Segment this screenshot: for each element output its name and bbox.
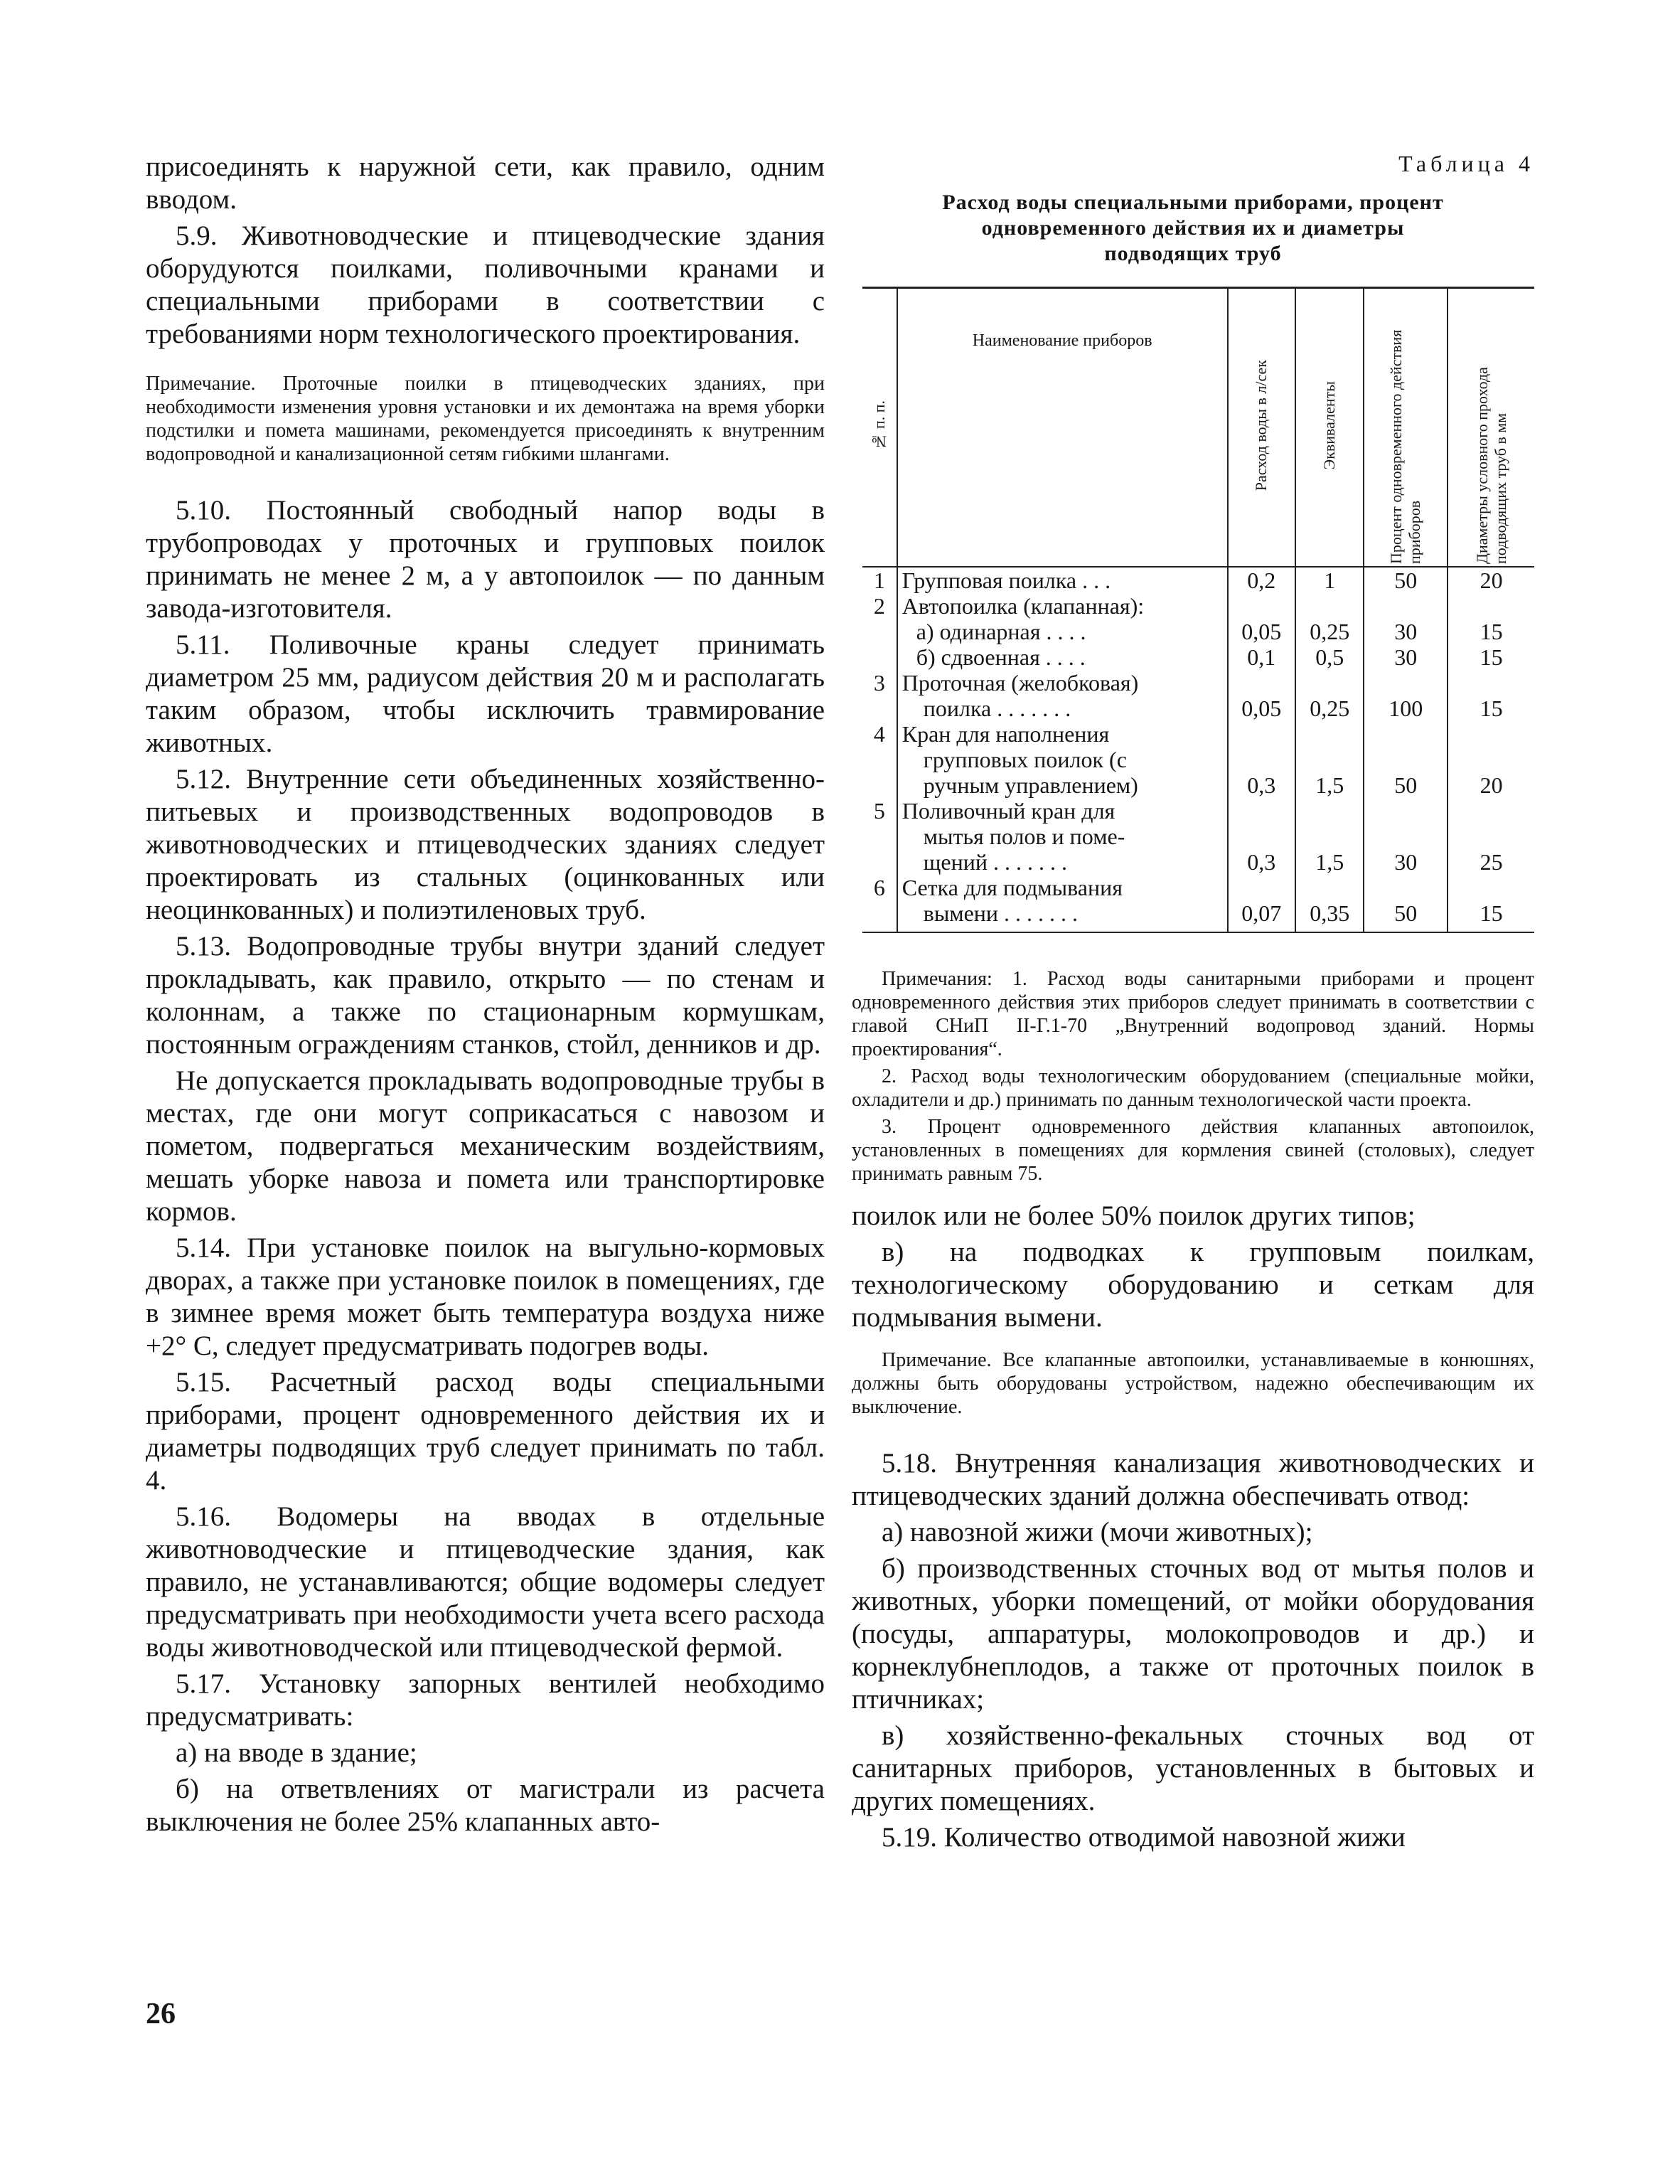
left-column <box>146 151 825 1842</box>
paragraph-5-15: 5.15. Расчетный расход воды специальными приборами, процент одновременного действия их и диаметры подводящих труб следует принимать по табл. 4. <box>146 1367 825 1496</box>
header-cell: Диаметры условного прохода подводящих труб в мм <box>1448 288 1534 568</box>
row-flow: 0,2 <box>1228 567 1295 593</box>
paragraph: поилок или не более 50% поилок других типов; <box>852 1200 1416 1231</box>
table-row <box>862 567 1534 593</box>
paragraph: а) на вводе в здание; <box>176 1737 417 1768</box>
paragraph: а) навозной жижи (мочи животных); <box>882 1517 1313 1548</box>
paragraph-5-18: 5.18. Внутренняя канализация животноводческих и птицеводческих зданий должна обеспечивать отвод: <box>852 1448 1534 1511</box>
table-note: 3. Процент одновременного действия клапанных автопоилок, установленных в помещениях для кормления свиней (столовых), следует принимать равным 75. <box>852 1116 1534 1185</box>
header-cell: Наименование приборов <box>897 288 1228 568</box>
data-table <box>862 287 1534 933</box>
row-name <box>897 721 1228 798</box>
row-percent <box>1364 593 1448 619</box>
paragraph-5-10: 5.10. Постоянный свободный напор воды в трубопроводах у проточных и групповых поилок принимать не менее 2 м, а у автопоилок — по данным завода-изготовителя. <box>146 495 825 624</box>
row-percent: 50 <box>1364 567 1448 593</box>
paragraph: б) производственных сточных вод от мытья полов и животных, уборки помещений, от мойки оборудования (посуды, аппаратуры, молокопроводов и др.) и корнеклубнеплодов, а также от проточных поилок в птичниках; <box>852 1553 1534 1715</box>
row-percent: 50 <box>1364 875 1448 932</box>
row-equivalent: 0,5 <box>1295 644 1364 670</box>
row-name-line: мытья полов и поме- <box>923 824 1125 849</box>
table-title-line: одновременного действия их и диаметры <box>981 216 1405 240</box>
table-notes: Примечания: 1. Расход воды санитарными приборами и процент одновременного действия этих приборов следует принимать в соответствии с главой СНиП II-Г.1-70 „Внутренний водопровод зданий. Нормы проектирования“. <box>852 968 1534 1060</box>
row-name-line: щений . . . . . . . <box>923 849 1067 875</box>
table-row <box>862 721 1534 798</box>
paragraph: в) хозяйственно-фекальных сточных вод от санитарных приборов, установленных в бытовых и других помещениях. <box>852 1720 1534 1816</box>
paragraph-5-11: 5.11. Поливочные краны следует принимать диаметром 25 мм, радиусом действия 20 м и располагать таким образом, чтобы исключить травмирование животных. <box>146 629 825 758</box>
header-cell: № п. п. <box>862 288 897 568</box>
table-title-line: Расход воды специальными приборами, процент <box>942 191 1444 214</box>
row-percent: 30 <box>1364 798 1448 875</box>
row-flow <box>1228 593 1295 619</box>
table-header-row <box>862 288 1534 568</box>
row-name <box>897 593 1228 619</box>
row-flow: 0,07 <box>1228 875 1295 932</box>
header-cell: Расход воды в л/сек <box>1228 288 1295 568</box>
header-cell: Эквиваленты <box>1295 288 1364 568</box>
row-name-line: а) одинарная . . . . <box>916 619 1086 644</box>
row-diameter: 20 <box>1448 567 1534 593</box>
row-diameter: 20 <box>1448 721 1534 798</box>
row-number: 5 <box>873 798 885 824</box>
table-row <box>862 619 1534 644</box>
row-equivalent: 0,35 <box>1295 875 1364 932</box>
row-diameter: 15 <box>1448 875 1534 932</box>
row-flow: 0,05 <box>1228 670 1295 721</box>
note: Примечание. Все клапанные автопоилки, устанавливаемые в конюшнях, должны быть оборудованы устройством, надежно обеспечивающим их выключение. <box>852 1349 1534 1418</box>
table-number: Таблица 4 <box>1398 151 1534 176</box>
row-name <box>897 670 1228 721</box>
row-flow: 0,3 <box>1228 798 1295 875</box>
row-equivalent: 1,5 <box>1295 721 1364 798</box>
paragraph-5-17: 5.17. Установку запорных вентилей необходимо предусматривать: <box>146 1668 825 1732</box>
table-title-line: подводящих труб <box>1104 242 1282 265</box>
table-title <box>852 190 1534 267</box>
row-name-line: вымени . . . . . . . <box>923 900 1079 926</box>
row-diameter: 15 <box>1448 619 1534 644</box>
row-diameter <box>1448 593 1534 619</box>
row-percent: 50 <box>1364 721 1448 798</box>
paragraph-5-16: 5.16. Водомеры на вводах в отдельные животноводческие и птицеводческие здания, как правило, не устанавливаются; общие водомеры следует предусматривать при необходимости учета всего расхода воды животноводческой или птицеводческой фермой. <box>146 1501 825 1663</box>
paragraph: в) на подводках к групповым поилкам, технологическому оборудованию и сеткам для подмывания вымени. <box>852 1237 1534 1333</box>
row-equivalent: 0,25 <box>1295 619 1364 644</box>
row-name-line: Кран для наполнения <box>901 721 1110 747</box>
note: Примечание. Проточные поилки в птицеводческих зданиях, при необходимости изменения уровня установки и их демонтажа на время уборки подстилки и помета машинами, рекомендуется присоединять к внутренним водопроводной и канализационной сетям гибкими шлангами. <box>146 373 825 465</box>
paragraph: б) на ответвлениях от магистрали из расчета выключения не более 25% клапанных авто- <box>146 1774 825 1837</box>
right-column <box>852 151 1534 1858</box>
row-percent: 30 <box>1364 644 1448 670</box>
row-name <box>897 875 1228 932</box>
paragraph-5-13: 5.13. Водопроводные трубы внутри зданий следует прокладывать, как правило, открыто — по стенам и колоннам, а также по стационарным кормушкам, постоянным ограждениям станков, стойл, денников и др. <box>146 931 825 1060</box>
row-flow: 0,1 <box>1228 644 1295 670</box>
row-flow: 0,3 <box>1228 721 1295 798</box>
row-number: 6 <box>862 875 897 932</box>
row-number: 4 <box>873 721 885 747</box>
row-equivalent <box>1295 593 1364 619</box>
row-name <box>897 798 1228 875</box>
page-number: 26 <box>146 1998 176 2030</box>
row-number <box>862 644 897 670</box>
row-percent: 100 <box>1364 670 1448 721</box>
row-name-line: Поливочный кран для <box>901 798 1115 824</box>
row-percent: 30 <box>1364 619 1448 644</box>
row-flow: 0,05 <box>1228 619 1295 644</box>
row-number <box>862 619 897 644</box>
row-equivalent: 0,25 <box>1295 670 1364 721</box>
table-row <box>862 593 1534 619</box>
row-name-line: Групповая поилка . . . <box>901 568 1111 593</box>
row-name-line: групповых поилок (с <box>923 747 1127 772</box>
row-name-line: Сетка для подмывания <box>901 875 1123 900</box>
row-name <box>897 619 1228 644</box>
row-number: 1 <box>873 568 885 593</box>
table-row <box>862 670 1534 721</box>
paragraph-5-9: 5.9. Животноводческие и птицеводческие здания оборудуются поилками, поливочными кранами и специальными приборами в соответствии с требованиями норм технологического проектирования. <box>146 220 825 349</box>
paragraph-5-19: 5.19. Количество отводимой навозной жижи <box>882 1822 1406 1853</box>
table-row <box>862 875 1534 932</box>
table-row <box>862 644 1534 670</box>
row-name <box>897 567 1228 593</box>
row-number: 2 <box>873 593 885 619</box>
row-name-line: Автопоилка (клапанная): <box>901 593 1145 619</box>
paragraph: Не допускается прокладывать водопроводные трубы в местах, где они могут соприкасаться с навозом и пометом, подвергаться механическим воздействиям, мешать уборке навоза и помета или транспортировке кормов. <box>146 1065 825 1227</box>
row-number: 3 <box>873 670 885 696</box>
row-equivalent: 1 <box>1295 567 1364 593</box>
paragraph-5-12: 5.12. Внутренние сети объединенных хозяйственно-питьевых и производственных водопроводов в животноводческих и птицеводческих зданиях следует проектировать из стальных (оцинкованных или неоцинкованных) и полиэтиленовых труб. <box>146 764 825 925</box>
row-name-line: ручным управлением) <box>923 772 1138 798</box>
row-name-line: Проточная (желобковая) <box>901 670 1139 696</box>
row-diameter: 15 <box>1448 644 1534 670</box>
header-cell: Процент одновременного действия приборов <box>1364 288 1448 568</box>
row-equivalent: 1,5 <box>1295 798 1364 875</box>
row-diameter: 25 <box>1448 798 1534 875</box>
paragraph: присоединять к наружной сети, как правило, одним вводом. <box>146 151 825 215</box>
table-note: 2. Расход воды технологическим оборудованием (специальные мойки, охладители и др.) принимать по данным технологической части проекта. <box>852 1065 1534 1111</box>
row-name-line: поилка . . . . . . . <box>923 696 1071 721</box>
row-diameter: 15 <box>1448 670 1534 721</box>
row-name <box>897 644 1228 670</box>
table-row <box>862 798 1534 875</box>
paragraph-5-14: 5.14. При установке поилок на выгульно-кормовых дворах, а также при установке поилок в помещениях, где в зимнее время может быть температура воздуха ниже +2° С, следует предусматривать подогрев воды. <box>146 1232 825 1361</box>
row-name-line: б) сдвоенная . . . . <box>916 644 1086 670</box>
